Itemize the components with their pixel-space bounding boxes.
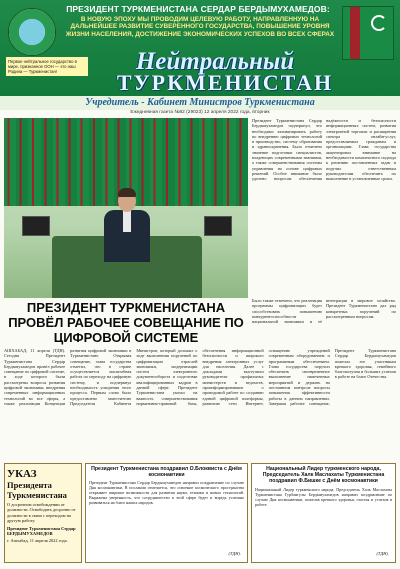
greeting-sign-president: (ТДН).	[228, 551, 241, 556]
backdrop-flag	[4, 118, 16, 162]
founder-line: Учредитель - Кабинет Министров Туркменистана	[0, 96, 400, 110]
backdrop-flag	[236, 162, 248, 206]
greeting-title-president: Президент Туркменистана поздравил О.Блоквиста с Днём космонавтики	[91, 466, 242, 479]
backdrop-flag	[41, 118, 53, 162]
backdrop-flag	[162, 162, 174, 206]
backdrop-flag	[16, 118, 28, 162]
backdrop-flag	[77, 162, 89, 206]
monitor-right	[204, 216, 232, 236]
backdrop-flag	[28, 162, 40, 206]
greeting-text-leader: Национальный Лидер туркменского народа, Председатель Халк Маслахаты Туркменистана Гурбангулы Бердымухамедов направил поздравление по случаю Дня космонавтики, пожелав крепкого здоровья, счастья и успехов в работе.	[255, 486, 392, 507]
backdrop-flag	[211, 162, 223, 206]
backdrop-flag	[150, 118, 162, 162]
decree-subtitle: Президента Туркменистана	[7, 480, 67, 500]
decree-date: г. Ашхабад, 11 апреля 2022 года.	[7, 538, 68, 544]
backdrop-flag	[53, 162, 65, 206]
backdrop-flag	[223, 162, 235, 206]
greeting-title-leader: Национальный Лидер туркменского народа, Председатель Халк Маслахаты Туркменистана поздравил Ф.Бишке с Днём космонавтики	[262, 466, 385, 485]
backdrop-flag	[150, 162, 162, 206]
president-line: ПРЕЗИДЕНТ ТУРКМЕНИСТАНА СЕРДАР БЕРДЫМУХАМЕДОВ:	[66, 4, 330, 14]
article-body-text: Открывая совещание, глава государства отметил, что в стране осуществляется масштабная работа по переходу на цифровую систему, и подчеркнул необходимость ускорения этого процесса. Первым слово было предоставлено заместителю Председателя Кабинета Министров, который доложил о ходе выполнения поручений по цифровизации отраслей экономики, модернизации систем электронного документооборота и подготовке квалифицированных кадров в данной сфере. Президент Туркменистана указал на важность совершенствования нормативно-правовой базы, обеспечения информационной безопасности и широкого внедрения электронных услуг для населения. Далее с докладами выступили руководители профильных министерств и ведомств, проинформировавшие о проводимой работе по созданию единой цифровой платформы, развитию сети Интернет, оснащению учреждений современным оборудованием и программным обеспечением. Глава государства поручил обеспечить своевременное выполнение намеченных мероприятий и держать на постоянном контроле вопросы повышения эффективности работы в данном направлении. Завершая рабочее совещание, Президент Туркменистана Сердар Бердымухамедов пожелал его участникам крепкого здоровья, семейного благополучия и больших успехов в работе на благо Отечества.	[70, 348, 396, 406]
backdrop-flag	[65, 162, 77, 206]
state-emblem-icon	[8, 8, 56, 56]
backdrop-flag	[223, 118, 235, 162]
greeting-box-leader	[251, 463, 396, 563]
backdrop-flag	[102, 118, 114, 162]
backdrop-flag	[89, 162, 101, 206]
article-body	[4, 348, 396, 460]
backdrop-flag	[114, 118, 126, 162]
hair	[118, 188, 136, 197]
greeting-text-president: Президент Туркменистана Сердар Бердымухамедов направил поздравление по случаю Дня космонавтики. В послании отмечается, что освоение космического пространства открывает широкие возможности для развития науки, техники и новых технологий. Выражена уверенность, что сотрудничество в этой сфере будет и впредь успешно развиваться на благо наших народов.	[89, 480, 244, 506]
article-right-lower: Было также отмечено, что реализация программы цифровизации будет способствовать повышению конкурентоспособности национальной экономики и её интеграции в мировое хозяйство. Президент Туркменистана дал ряд конкретных поручений по рассмотренным вопросам.	[252, 298, 396, 325]
backdrop-flag	[77, 118, 89, 162]
decree-text: О досрочном освобождении от должности. Освободить досрочно от должности в связи с переходом на другую работу.	[7, 502, 76, 524]
motto: В НОВУЮ ЭПОХУ МЫ ПРОВОДИМ ЦЕЛЕВУЮ РАБОТУ, НАПРАВЛЕННУЮ НА ДАЛЬНЕЙШЕЕ РАЗВИТИЕ СУВЕРЕННОГО ГОСУДАРСТВА, ПОВЫШЕНИЕ УРОВНЯ ЖИЗНИ НАСЕЛЕНИЯ, ДОСТИЖЕНИЕ ЭКОНОМИЧЕСКИХ УСПЕХОВ ВО ВСЕХ СФЕРАХ	[65, 16, 335, 38]
decree-title: УКАЗ	[7, 468, 37, 480]
backdrop-flag	[199, 162, 211, 206]
backdrop-flag	[138, 118, 150, 162]
masthead-title-line1: Нейтральный	[135, 48, 295, 75]
monitor-left	[22, 216, 50, 236]
backdrop-flag	[28, 118, 40, 162]
issue-dateline: Ежедневная газета №82 (29023) 12 апреля 2022 года, вторник	[130, 110, 270, 115]
flag-carpet-stripe	[350, 7, 360, 59]
backdrop-flag	[236, 118, 248, 162]
main-headline: ПРЕЗИДЕНТ ТУРКМЕНИСТАНА ПРОВЁЛ РАБОЧЕЕ СОВЕЩАНИЕ ПО ЦИФРОВОЙ СИСТЕМЕ	[8, 300, 244, 345]
top-banner	[0, 0, 400, 96]
backdrop-flag	[175, 162, 187, 206]
article-lead: АШХАБАД, 11 апреля (ТДН). Сегодня Президент Туркменистана Сердар Бердымухамедов провёл рабочее совещание по цифровой системе, в ходе которого были рассмотрены вопросы развития цифровой экономики, внедрения современных информационных технологий во все сферы, а также реализации Концепции развития цифровой экономики в Туркменистане.	[4, 348, 132, 406]
greeting-sign-leader: (ТДН).	[376, 551, 389, 556]
masthead-title-line2: ТУРКМЕНИСТАН	[116, 70, 334, 95]
backdrop-flag	[175, 118, 187, 162]
article-right-column: Президент Туркменистана Сердар Бердымухамедов подчеркнул, что необходимо активизировать работу по внедрению цифровых технологий в производство, систему образования и здравоохранения. Было отмечено значение подготовки специалистов, владеющих современными знаниями, а также совершенствования системы управления на основе цифровых решений. Особое внимание было уделено вопросам обеспечения надёжности и безопасности информационных систем, развития электронной торговли и расширения спектра онлайн-услуг, предоставляемых гражданам и организациям. Глава государства акцентировал внимание на необходимости комплексного подхода к решению поставленных задач и поручил ответственным руководителям обеспечить их выполнение в установленные сроки.	[252, 118, 396, 182]
shirt	[123, 210, 131, 232]
decree-signature: Президент Туркменистана Сердар БЕРДЫМУХАМЕДОВ	[7, 525, 76, 537]
backdrop-flag	[4, 162, 16, 206]
backdrop-flag	[16, 162, 28, 206]
greeting-box-president	[85, 463, 248, 563]
backdrop-flag	[162, 118, 174, 162]
backdrop-flag	[89, 118, 101, 162]
backdrop-flag	[199, 118, 211, 162]
backdrop-flag	[211, 118, 223, 162]
neutrality-note: Первое нейтральное государство в мире, признанное ООН — это наш Родина — Туркменистан!	[6, 57, 88, 76]
backdrop-flag	[65, 118, 77, 162]
president-figure	[104, 190, 150, 262]
decree-box	[4, 463, 82, 563]
flag-icon	[342, 6, 394, 60]
backdrop-flag	[41, 162, 53, 206]
backdrop-flag	[53, 118, 65, 162]
crescent-icon	[371, 15, 387, 31]
backdrop-flag	[126, 118, 138, 162]
backdrop-flag	[187, 162, 199, 206]
meeting-photo	[4, 118, 248, 298]
backdrop-flag	[187, 118, 199, 162]
